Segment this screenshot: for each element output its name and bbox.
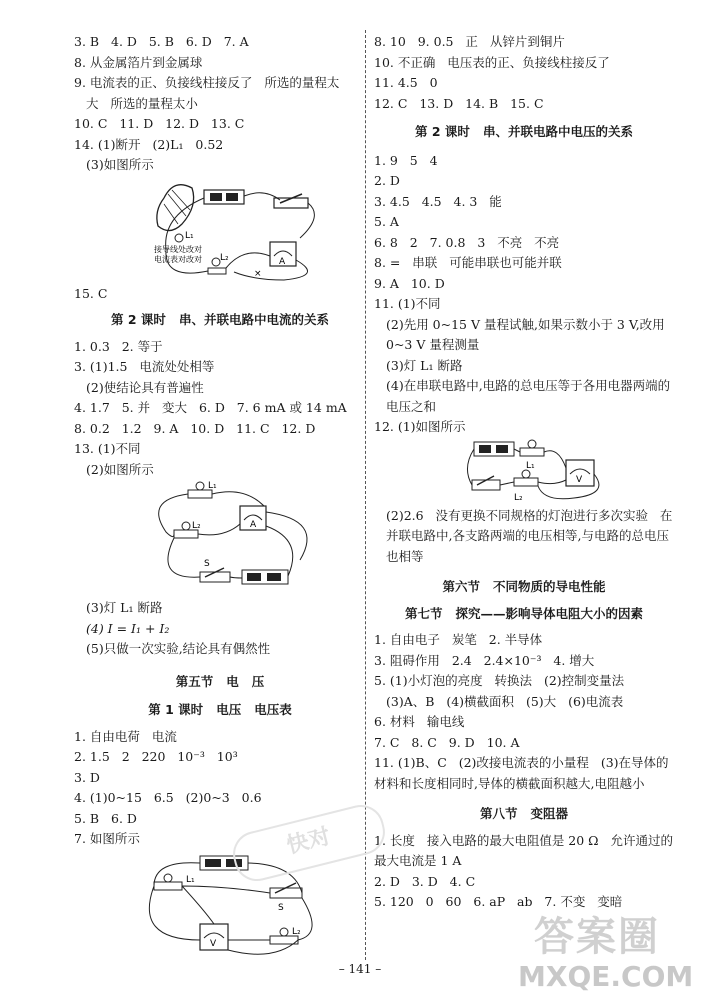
answer-line: 3. (1)1.5 电流处处相等 <box>74 359 215 374</box>
answer-line: 5. B 6. D <box>74 810 137 826</box>
section-title: 第五节 电 压 <box>175 673 265 689</box>
answer-line: 2. 1.5 2 220 10⁻³ 10³ <box>74 749 238 764</box>
answer-line: 8. 10 9. 0.5 正 从锌片到铜片 <box>374 34 565 49</box>
section-title: 第 2 课时 串、并联电路中电流的关系 <box>111 312 329 327</box>
svg-text:L₂: L₂ <box>192 521 201 531</box>
circuit-diagram-1 <box>74 176 364 284</box>
lamp-icon <box>520 448 544 456</box>
answer-line: 1. 长度 接入电路的最大电阻值是 20 Ω 允许通过的最大电流是 1 A <box>374 832 673 868</box>
answer-line: 9. 电流表的正、负接线柱接反了 所选的量程太 <box>74 75 340 90</box>
svg-text:接导线处改对: 接导线处改对 <box>154 244 202 254</box>
answer-line: 2. D 3. D 4. C <box>374 873 476 889</box>
answer-line: 5. A <box>374 214 399 229</box>
lamp-icon <box>174 530 198 538</box>
svg-text:L₁: L₁ <box>526 460 535 471</box>
answer-line: 1. 自由电子 炭笔 2. 半导体 <box>374 632 543 647</box>
answer-line: 8. 0.2 1.2 9. A 10. D 11. C 12. D <box>74 420 316 436</box>
right-column <box>374 32 674 913</box>
answer-line: 3. 4.5 4.5 4. 3 能 <box>374 193 502 209</box>
circuit-figure-3 <box>74 850 366 968</box>
answer-line: 14. (1)断开 (2)L₁ 0.52 <box>74 136 224 152</box>
answer-line: 2. D <box>374 173 400 188</box>
answer-line: 15. C <box>74 285 108 301</box>
answer-line: 3. 阻碍作用 2.4 2.4×10⁻³ 4. 增大 <box>374 652 595 668</box>
page-number: – 141 – <box>338 962 382 976</box>
svg-text:L₂: L₂ <box>514 492 523 503</box>
lamp-icon <box>212 258 220 266</box>
section-subtitle: 第 1 课时 电压 电压表 <box>148 702 292 717</box>
svg-text:V: V <box>210 938 217 949</box>
answer-line: (3)A、B (4)横截面积 (5)大 (6)电流表 <box>386 693 624 709</box>
answer-line: (3)灯 L₁ 断路 <box>386 357 463 373</box>
answer-line: 8. 从金属箔片到金属球 <box>74 54 203 70</box>
lamp-icon <box>154 882 182 890</box>
svg-text:L₁: L₁ <box>185 230 194 241</box>
answer-line: (4) I = I₁ + I₂ <box>86 620 170 636</box>
watermark-text: 答案圈 <box>534 914 660 960</box>
answer-line: 5. (1)小灯泡的亮度 转换法 (2)控制变量法 <box>374 673 625 688</box>
answer-line: 12. (1)如图所示 <box>374 419 466 434</box>
lamp-icon <box>175 234 183 242</box>
circuit-diagram-2 <box>74 480 364 598</box>
switch-icon <box>270 888 302 898</box>
answer-line: 1. 9 5 4 <box>374 152 438 168</box>
answer-line: 3. B 4. D 5. B 6. D 7. A <box>74 34 249 49</box>
section-title: 第八节 变阻器 <box>479 806 569 821</box>
circuit-figure-2 <box>74 480 366 598</box>
answer-line: 12. C 13. D 14. B 15. C <box>374 95 544 111</box>
watermark-logo: 快对 <box>228 800 390 886</box>
answer-line: 1. 自由电荷 电流 <box>74 728 177 744</box>
answer-line: 11. (1)不同 <box>374 296 441 311</box>
answer-line: (4)在串联电路中,电路的总电压等于各用电器两端的电压之和 <box>386 378 671 414</box>
svg-text:S: S <box>278 902 284 913</box>
answer-line: 10. 不正确 电压表的正、负接线柱接反了 <box>374 54 610 70</box>
section-title: 第六节 不同物质的导电性能 <box>442 579 606 594</box>
answer-line: 11. (1)B、C (2)改接电流表的小量程 (3)在导体的材料和长度相同时,导体的横截面积越大,电阻越小 <box>374 755 669 791</box>
answer-line: (3)灯 L₁ 断路 <box>86 600 163 615</box>
switch-icon <box>200 572 230 582</box>
answer-line: 3. D <box>74 769 100 785</box>
svg-text:L₂: L₂ <box>220 252 229 263</box>
svg-text:S: S <box>204 559 210 569</box>
answer-line: 4. (1)0~15 6.5 (2)0~3 0.6 <box>74 790 262 805</box>
answer-line: (5)只做一次实验,结论具有偶然性 <box>86 641 271 656</box>
svg-text:V: V <box>576 474 583 485</box>
watermark-url: MXQE.COM <box>518 960 694 993</box>
answer-line: (3)如图所示 <box>86 157 154 172</box>
answer-line: 5. 120 0 60 6. aP ab 7. 不变 变暗 <box>374 894 623 909</box>
answer-line: 大 所选的量程太小 <box>86 95 198 111</box>
svg-text:×: × <box>254 268 262 279</box>
lamp-icon <box>270 936 298 944</box>
svg-text:L₁: L₁ <box>208 481 217 491</box>
circuit-figure-1 <box>74 176 366 284</box>
answer-line: 9. A 10. D <box>374 275 445 291</box>
answer-line: (2)使结论具有普遍性 <box>86 379 204 395</box>
section-title: 第 2 课时 串、并联电路中电压的关系 <box>415 124 633 139</box>
circuit-diagram-3 <box>74 850 364 968</box>
answer-line: 1. 0.3 2. 等于 <box>74 338 163 354</box>
circuit-diagram-4 <box>374 438 674 506</box>
lamp-icon <box>514 478 538 486</box>
answer-line: 4. 1.7 5. 并 变大 6. D 7. 6 mA 或 14 mA <box>74 400 347 415</box>
svg-text:A: A <box>250 520 257 530</box>
answer-line: (2)2.6 没有更换不同规格的灯泡进行多次实验 在并联电路中,各支路两端的电压相等,与电路的总电压也相等 <box>386 507 673 564</box>
switch-icon <box>472 480 500 490</box>
answer-line: (2)先用 0~15 V 量程试触,如果示数小于 3 V,改用 0~3 V 量程测量 <box>386 316 669 352</box>
svg-text:L₁: L₁ <box>186 874 195 885</box>
answer-line: 7. C 8. C 9. D 10. A <box>374 734 520 750</box>
answer-line: (2)如图所示 <box>86 461 154 477</box>
lamp-icon <box>188 490 212 498</box>
svg-text:电流表对改对: 电流表对改对 <box>154 254 202 264</box>
svg-text:L₂: L₂ <box>292 926 301 937</box>
answer-line: 10. C 11. D 12. D 13. C <box>74 116 245 131</box>
answer-line: 8. = 串联 可能串联也可能并联 <box>374 255 562 270</box>
answer-line: 6. 材料 输电线 <box>374 714 465 729</box>
circuit-figure-4 <box>374 438 674 506</box>
answer-line: 6. 8 2 7. 0.8 3 不亮 不亮 <box>374 234 560 250</box>
section-title: 第七节 探究——影响导体电阻大小的因素 <box>404 605 644 621</box>
answer-line: 7. 如图所示 <box>74 831 140 846</box>
answer-line: 13. (1)不同 <box>74 441 141 456</box>
svg-text:A: A <box>279 256 286 267</box>
answer-line: 11. 4.5 0 <box>374 75 438 90</box>
